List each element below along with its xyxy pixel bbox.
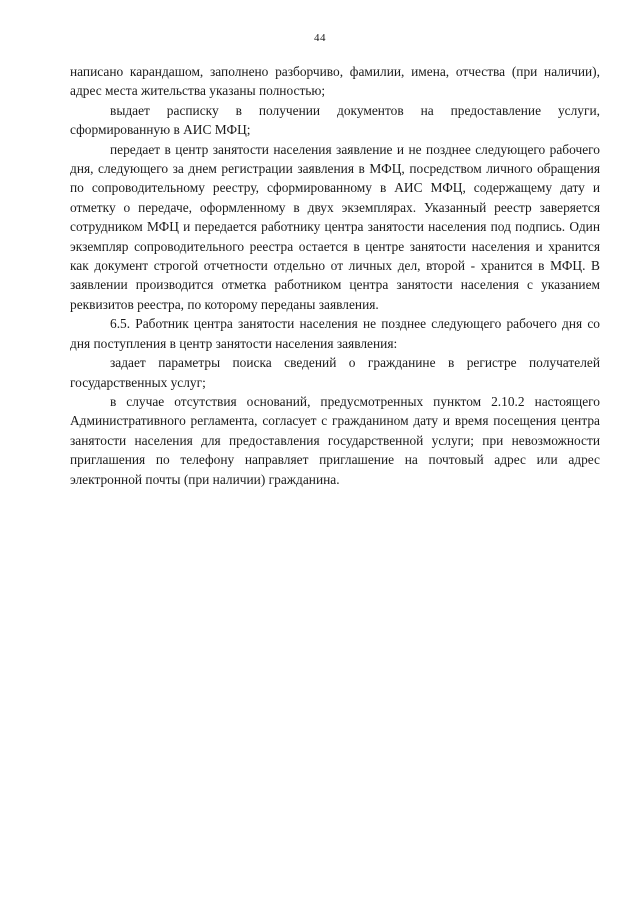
paragraph-receipt: выдает расписку в получении документов на предоставление услуги, сформированную в АИС МФЦ; bbox=[70, 102, 600, 138]
paragraph-search-parameters: задает параметры поиска сведений о гражданине в регистре получателей государственных услуг; bbox=[70, 355, 600, 390]
paragraph-continuation: написано карандашом, заполнено разборчиво, фамилии, имена, отчества (при наличии), адрес места жительства указаны полностью; bbox=[70, 64, 600, 99]
paragraph-section-6-5: 6.5. Работник центра занятости населения не позднее следующего рабочего дня со дня поступления в центр занятости населения заявления: bbox=[70, 316, 600, 351]
page-number: 44 bbox=[314, 32, 326, 44]
document-body bbox=[70, 62, 600, 489]
paragraph-transfer: передает в центр занятости населения заявление и не позднее следующего рабочего дня, следующего за днем регистрации заявления в МФЦ, посредством личного обращения по сопроводительному реестру, сформированному в АИС МФЦ, содержащему дату и отметку о передаче, оформленному в двух экземплярах. Указанный реестр заверяется сотрудником МФЦ и передается работнику центра занятости населения под подпись. Один экземпляр сопроводительного реестра остается в центре занятости населения и хранится как документ строгой отчетности отдельно от личных дел, второй - хранится в МФЦ. В заявлении производится отметка работником центра занятости населения с указанием реквизитов реестра, по которому переданы заявления. bbox=[70, 141, 600, 312]
paragraph-appointment: в случае отсутствия оснований, предусмотренных пунктом 2.10.2 настоящего Административного регламента, согласует с гражданином дату и время посещения центра занятости населения для предоставления государственной услуги; при невозможности приглашения по телефону направляет приглашение на почтовый адрес или адрес электронной почты (при наличии) гражданина. bbox=[70, 393, 600, 487]
